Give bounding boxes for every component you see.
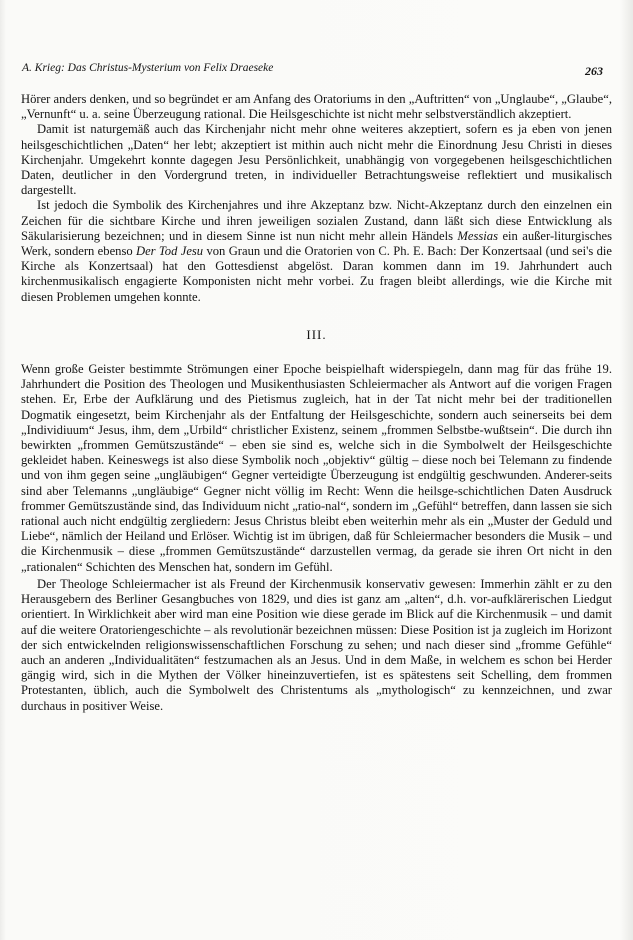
- work-title-tod-jesu: Der Tod Jesu: [136, 244, 204, 259]
- page-body: [21, 92, 612, 714]
- paragraph-1: Hörer anders denken, und so begründet er am Anfang des Oratoriums in den „Auftritten“ von „Unglaube“, „Glaube“, „Vernunft“ u. a. seine Überzeugung rational. Die Heilsgeschichte ist nicht mehr selbstverständlich akzeptiert.: [21, 92, 612, 122]
- running-head: A. Krieg: Das Christus-Mysterium von Felix Draeseke: [22, 62, 274, 74]
- paragraph-2: Damit ist naturgemäß auch das Kirchenjahr nicht mehr ohne weiteres akzeptiert, sofern es ja eben von jenen heilsgeschichtlichen „Daten“ her lebt; akzeptiert ist mithin auch nicht mehr die Einordnung Jesu Christi in dieses Kirchenjahr. Umgekehrt konnte dagegen Jesu Persönlichkeit, unabhängig von vorgegebenen heilsgeschichtlichen Daten, deutlicher in den Vordergrund treten, in individueller Betrachtungsweise reflektiert und musikalisch dargestellt.: [21, 122, 612, 198]
- section-heading: III.: [306, 326, 327, 342]
- paragraph-3-text-b: ein außer-liturgisches Werk, sondern ebenso: [21, 228, 612, 259]
- paragraph-3: [21, 198, 612, 304]
- paragraph-3-text-c: von Graun und die Oratorien von C. Ph. E. Bach: Der Konzertsaal (und sei's die Kirche als Konzertsaal) hat den Gottesdienst abgelöst. Daran kommen dann im 19. Jahrhundert auch kirchenmusikalisch engagierte Komponisten nicht mehr vorbei. Zu fragen bleibt allerdings, wie die Kirche mit diesen Problemen umgehen konnte.: [21, 244, 612, 304]
- paragraph-5: Der Theologe Schleiermacher ist als Freund der Kirchenmusik konservativ gewesen: Immerhin zählt er zu den Herausgebern des Berliner Gesangbuches von 1829, und dies ist ganz am „alten“, d.h. vor-aufklärerischen Liedgut orientiert. In Wirklichkeit aber wird man eine Position wie diese gerade im Blick auf die Kirchenmusik – und damit auf die weitere Oratoriengeschichte – als revolutionär bezeichnen müssen: Diese Position ist ja zugleich im Horizont der sich entwickelnden religionswissenschaftlichen Forschung zu sehen; und nach dieser sind „fromme Gefühle“ auch an anderen „Individualitäten“ festzumachen als an Jesus. Und in dem Maße, in welchem es schon bei Herder gängig wird, sich in die Mythen der Völker hineinzuvertiefen, ist es spätestens seit Schelling, dem frommen Protestanten, üblich, auch die Symbolwelt des Christentums als „mythologisch“ zu kennzeichnen, und zwar durchaus in positiver Weise.: [21, 576, 612, 713]
- paragraph-3-text-a: Ist jedoch die Symbolik des Kirchenjahres und ihre Akzeptanz bzw. Nicht-Akzeptanz durch den einzelnen ein Zeichen für die sichtbare Kirche und ihren jeweiligen sozialen Zustand, dann läßt sich diese Entwicklung als Säkularisierung bezeichnen; und in diesem Sinne ist nun nicht mehr allein Händels: [21, 198, 612, 243]
- paragraph-4: Wenn große Geister bestimmte Strömungen einer Epoche beispielhaft widerspiegeln, dann mag für das frühe 19. Jahrhundert die Position des Theologen und Musikenthusiasten Schleiermacher als Antwort auf die vorigen Fragen stehen. Er, Erbe der Aufklärung und des Pietismus zugleich, hat in der Tat nicht mehr bei der traditionellen Dogmatik eingesetzt, beim Kirchenjahr als der Entfaltung der Heilsgeschichte, sondern auch seinerseits bei dem „Individiuum“ Jesus, ihm, dem „Urbild“ christlicher Existenz, seinem „frommen Selbstbe-wußtsein“. Die durch ihn bewirkten „frommen Gemütszustände“ – eben sie sind es, welche sich in die Symbolwelt der Heilsgeschichte gekleidet haben. Keineswegs ist also diese Symbolik noch „objektiv“ gültig – diese noch bei Telemann zu findende und von ihm gegen seine „ungläubigen“ Gegner verteidigte Überzeugung ist endgültig geschwunden. Anderer-seits sind aber Telemanns „ungläubige“ Gegner nicht völlig im Recht: Wenn die heilsge-schichtlichen Daten Ausdruck frommer Gemütszustände sind, das Individuum nicht „ratio-nal“, sondern im „Gefühl“ betreffen, dann lassen sie sich rational auch nicht endgültig zergliedern: Jesus Christus bleibt eben weiterhin mehr als ein „Muster der Geduld und Liebe“, nämlich der Heiland und Erlöser. Wichtig ist im übrigen, daß für Schleiermacher besonders die Musik – und die Kirchenmusik – diese „frommen Gemütszustände“ darzustellen vermag, da gerade sie ihren Ort nicht in den „rationalen“ Schichten des Menschen hat, sondern im Gefühl.: [21, 362, 612, 574]
- work-title-messias: Messias: [457, 228, 499, 243]
- page-header: [22, 60, 603, 80]
- page-number: 263: [585, 64, 603, 78]
